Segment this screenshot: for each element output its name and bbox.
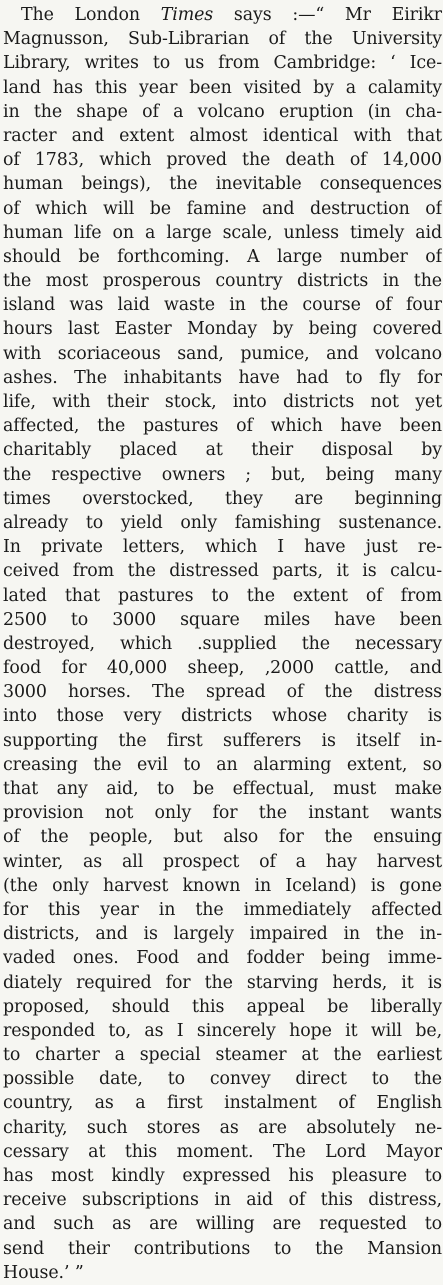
article-line-text: has most kindly expressed his pleasure to: [3, 1166, 442, 1186]
article-line: [3, 342, 442, 366]
article-line-text: life, with their stock, into districts not yet: [3, 392, 442, 412]
article-line: [3, 680, 442, 704]
article-line: [3, 632, 442, 656]
article-line: [3, 1261, 442, 1285]
article-line: [3, 366, 442, 390]
article-line: [3, 293, 442, 317]
article-line-text: should be forthcoming. A large number of: [3, 246, 442, 267]
article-line: [3, 922, 442, 946]
article-line: [3, 559, 442, 583]
article-line: [3, 438, 442, 462]
article-line-text: food for 40,000 sheep, ‚2000 cattle, and: [3, 658, 442, 679]
article-line-text: receive subscriptions in aid of this distress,: [3, 1190, 442, 1211]
article-line: [3, 197, 442, 221]
article-line-text: responded to, as I sincerely hope it will be,: [3, 1020, 442, 1041]
article-line-text: human life on a large scale, unless timely aid: [3, 222, 442, 243]
article-line: [3, 535, 442, 559]
article-line: [3, 656, 442, 680]
article-line-text: 3000 horses. The spread of the distress: [3, 682, 442, 703]
article-line: [3, 51, 442, 75]
article-line-text: country, as a first instalment of English: [3, 1093, 442, 1114]
article-line-text: land has this year been visited by a calamity: [3, 77, 442, 98]
article-line-text: racter and extent almost identical with that: [3, 125, 442, 146]
article-line-text: proposed, should this appeal be liberally: [3, 996, 442, 1017]
article-line-text: the most prosperous country districts in the: [3, 271, 442, 292]
article-line-text: The London: [21, 5, 161, 25]
article-line-text: in the shape of a volcano eruption (in cha-: [3, 101, 442, 122]
article-line-text: creasing the evil to an alarming extent, so: [3, 754, 442, 775]
article-line-text: diately required for the starving herds, it is: [3, 972, 442, 993]
article-line: [3, 1067, 442, 1091]
article-line-text: that any aid, to be effectual, must make: [3, 779, 442, 799]
article-line-text: of which will be famine and destruction of: [3, 198, 442, 219]
article-line: [3, 269, 442, 293]
article-line: [3, 1164, 442, 1188]
article-line-text: Magnusson, Sub-Librarian of the University: [3, 29, 442, 50]
article-line: [3, 27, 442, 51]
article-line: [3, 487, 442, 511]
article-line-text: winter, as all prospect of a hay harvest: [3, 851, 442, 872]
article-line: [3, 124, 442, 148]
article-line-text: hours last Easter Monday by being covered: [3, 319, 442, 340]
article-line-text: provision not only for the instant wants: [3, 803, 442, 824]
article-line-text: for this year in the immediately affected: [3, 899, 442, 920]
article-line-text: (the only harvest known in Iceland) is gone: [3, 875, 442, 896]
article-line: [3, 729, 442, 753]
article-line-text: send their contributions to the Mansion: [3, 1238, 442, 1259]
article-line-text: ashes. The inhabitants have had to fly for: [3, 367, 442, 388]
article-line-text: of 1783, which proved the death of 14,000: [3, 150, 442, 171]
article-line: [3, 801, 442, 825]
newspaper-name-italic: Times: [160, 5, 214, 25]
article-line: [3, 76, 442, 100]
article-line-text: In private letters, which I have just re-: [3, 537, 442, 558]
article-line-text: already to yield only famishing sustenance.: [3, 512, 442, 533]
article-line: [3, 753, 442, 777]
article-line: [3, 584, 442, 608]
article-line-text: 2500 to 3000 square miles have been: [3, 609, 442, 630]
article-line-text: destroyed, which .supplied the necessary: [3, 633, 442, 654]
article-line-text: vaded ones. Food and fodder being imme-: [3, 948, 442, 969]
article-line-text: of the people, but also for the ensuing: [3, 827, 442, 848]
article-line-text: and such as are willing are requested to: [3, 1214, 442, 1235]
article-line: [3, 1188, 442, 1212]
article-line-text: island was laid waste in the course of four: [3, 295, 442, 316]
article-line-text: to charter a special steamer at the earliest: [3, 1045, 442, 1066]
article-line-text: into those very districts whose charity is: [3, 706, 442, 727]
article-line-text: supporting the first sufferers is itself in-: [3, 730, 442, 751]
article-line: [3, 172, 442, 196]
article-line: [3, 608, 442, 632]
article-line-text: human beings), the inevitable consequences: [3, 174, 442, 195]
article-line: [3, 777, 442, 801]
article-line: [3, 704, 442, 728]
article-line: [3, 1091, 442, 1115]
article-line-text: with scoriaceous sand, pumice, and volcano: [3, 343, 442, 364]
article-line: [3, 1212, 442, 1236]
article-line-text: the respective owners ; but, being many: [3, 464, 442, 485]
article-line-text: times overstocked, they are beginning: [3, 488, 442, 509]
article-line: [3, 390, 442, 414]
article-line: [3, 463, 442, 487]
article-line-text: charity, such stores as are absolutely ne-: [3, 1117, 442, 1138]
article-line: [3, 971, 442, 995]
article-line: [3, 995, 442, 1019]
article-line: [3, 148, 442, 172]
article-line: [3, 100, 442, 124]
article-line-text: charitably placed at their disposal by: [3, 440, 442, 461]
article-line-text: cessary at this moment. The Lord Mayor: [3, 1141, 442, 1162]
article-line: [3, 317, 442, 341]
article-line: [3, 946, 442, 970]
article-line-text: possible date, to convey direct to the: [3, 1069, 442, 1090]
article-line: [3, 850, 442, 874]
article-line: [3, 1116, 442, 1140]
article-line: [3, 1140, 442, 1164]
article-line: [3, 511, 442, 535]
article-body: [3, 3, 442, 1285]
article-line-text: ceived from the distressed parts, it is calcu-: [3, 561, 442, 582]
article-line: [3, 245, 442, 269]
article-line: [3, 1237, 442, 1261]
article-line-text: lated that pastures to the extent of from: [3, 585, 442, 606]
article-line: [3, 825, 442, 849]
article-line: [3, 414, 442, 438]
article-line: [3, 1043, 442, 1067]
article-line: [3, 3, 442, 27]
article-line-text: says :—“ Mr Eirikr: [213, 5, 442, 25]
article-line-text: affected, the pastures of which have been: [3, 416, 442, 437]
article-line: [3, 1019, 442, 1043]
article-line-text: Library, writes to us from Cambridge: ‘ Ice-: [3, 53, 442, 74]
article-line-text: districts, and is largely impaired in the in-: [3, 924, 442, 945]
article-line: [3, 874, 442, 898]
article-line: [3, 898, 442, 922]
article-line-text: House.’ ”: [3, 1262, 84, 1283]
article-line: [3, 221, 442, 245]
